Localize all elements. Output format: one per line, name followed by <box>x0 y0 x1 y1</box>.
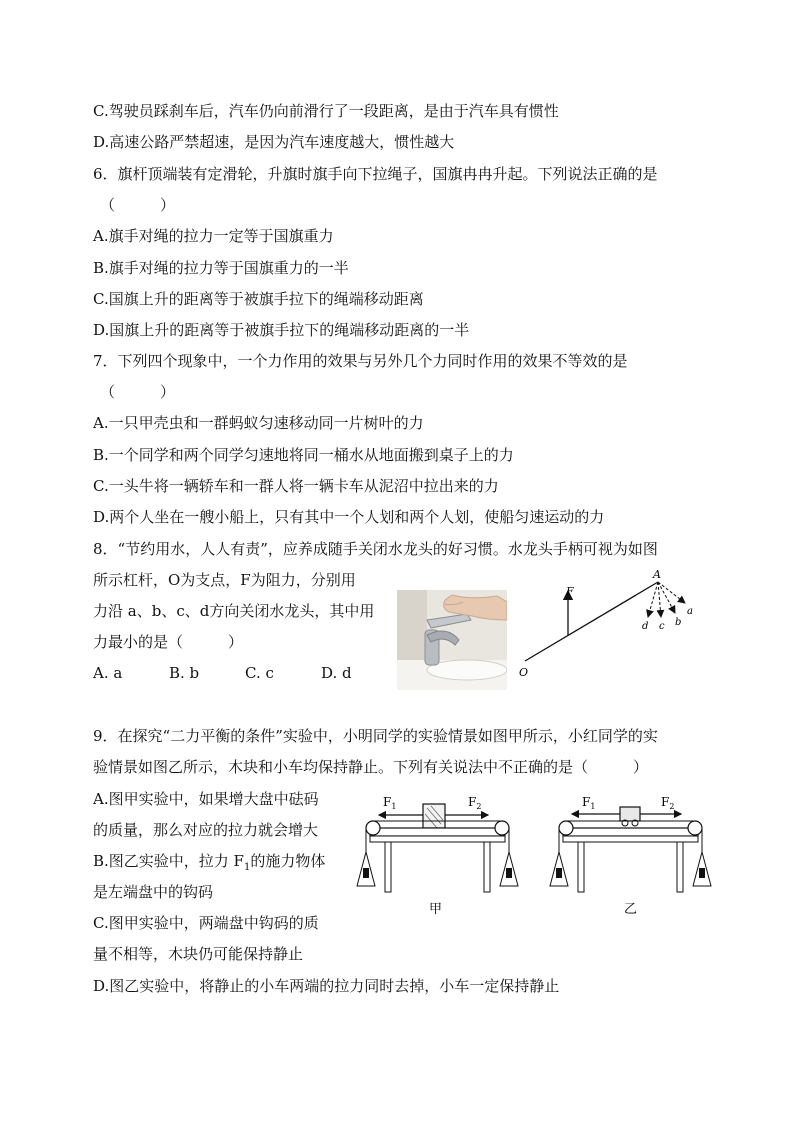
q5-option-d: D.高速公路严禁超速，是因为汽车速度越大，惯性越大 <box>93 133 455 151</box>
label-F: F <box>566 585 574 598</box>
q9-option-d: D.图乙实验中，将静止的小车两端的拉力同时去掉，小车一定保持静止 <box>93 977 560 995</box>
label-A: A <box>653 568 661 581</box>
q9-option-b-text2: 的施力物体 <box>250 852 326 870</box>
q8-stem-line1: 8．“节约用水，人人有责”，应养成随手关闭水龙头的好习惯。水龙头手柄可视为如图 <box>93 540 658 558</box>
label-c: c <box>659 621 665 632</box>
lever-bar <box>525 582 658 661</box>
q6-option-a: A.旗手对绳的拉力一定等于国旗重力 <box>93 227 334 245</box>
f2-label-yi: F <box>661 795 670 809</box>
q9-option-c-line1: C.图甲实验中，两端盘中钩码的质 <box>93 914 319 932</box>
q9-option-b-text: B.图乙实验中，拉力 F <box>93 852 244 870</box>
q9-option-b-line1 <box>93 850 325 879</box>
q9-option-b-line2: 是左端盘中的钩码 <box>93 883 214 901</box>
q6-option-d: D.国旗上升的距离等于被旗手拉下的绳端移动距离的一半 <box>93 321 470 339</box>
f1-label-yi: F <box>582 795 591 809</box>
f1-sub-yi: 1 <box>590 802 596 811</box>
label-d: d <box>642 621 649 632</box>
f2-sub: 2 <box>476 802 482 811</box>
q6-stem: 6．旗杆顶端装有定滑轮，升旗时旗手向下拉绳子，国旗冉冉升起。下列说法正确的是 <box>93 165 658 183</box>
q7-answer-paren: （ ） <box>100 383 176 401</box>
f2-sub-yi: 2 <box>669 802 675 811</box>
q8-stem-line4: 力最小的是（ ） <box>93 633 244 651</box>
left-pulley <box>366 821 380 835</box>
q7-option-b: B.一个同学和两个同学匀速地将同一桶水从地面搬到桌子上的力 <box>93 446 514 464</box>
q8-options <box>93 662 352 684</box>
q8-option-c: C. c <box>245 664 274 682</box>
q5-option-c: C.驾驶员踩刹车后，汽车仍向前滑行了一段距离，是由于汽车具有惯性 <box>93 102 559 120</box>
f2-label: F <box>468 795 477 809</box>
figure-yi <box>548 790 713 920</box>
left-pulley-yi <box>559 821 573 835</box>
label-b: b <box>675 617 682 628</box>
small-cart <box>620 807 640 821</box>
q8-option-a: A. a <box>93 664 123 682</box>
q8-option-b: B. b <box>169 664 200 682</box>
q7-option-a: A.一只甲壳虫和一群蚂蚁匀速移动同一片树叶的力 <box>93 414 424 432</box>
right-pulley-yi <box>688 821 702 835</box>
label-a: a <box>687 606 693 617</box>
table-top-yi <box>563 828 698 836</box>
q6-answer-paren: （ ） <box>100 196 176 214</box>
svg-text:F1 <box>383 795 396 811</box>
table-top <box>370 828 505 836</box>
q9-option-b-subscript: 1 <box>243 862 251 873</box>
svg-text:F2 <box>468 795 481 811</box>
q6-option-b: B.旗手对绳的拉力等于国旗重力的一半 <box>93 259 349 277</box>
q6-option-c: C.国旗上升的距离等于被旗手拉下的绳端移动距离 <box>93 290 424 308</box>
q9-option-a-line2: 的质量，那么对应的拉力就会增大 <box>93 821 319 839</box>
faucet-photo <box>397 590 507 690</box>
right-pulley <box>495 821 509 835</box>
q8-option-d: D. d <box>321 664 352 682</box>
figure-yi-label: 乙 <box>624 902 638 917</box>
lever-diagram <box>515 565 705 685</box>
q9-option-a-line1: A.图甲实验中，如果增大盘中砝码 <box>93 790 319 808</box>
q9-stem-line2: 验情景如图乙所示，木块和小车均保持静止。下列有关说法中不正确的是（ ） <box>93 758 649 776</box>
q7-stem: 7．下列四个现象中，一个力作用的效果与另外几个力同时作用的效果不等效的是 <box>93 352 628 370</box>
f1-sub: 1 <box>391 802 397 811</box>
figure-jia-label: 甲 <box>429 902 443 917</box>
svg-text:F1 <box>582 795 595 811</box>
label-O: O <box>519 666 529 679</box>
figure-jia <box>355 790 520 920</box>
direction-a-arrow <box>658 582 685 603</box>
svg-text:F2 <box>661 795 674 811</box>
q9-option-c-line2: 量不相等，木块仍可能保持静止 <box>93 945 304 963</box>
f1-label: F <box>383 795 392 809</box>
q7-option-c: C.一头牛将一辆轿车和一群人将一辆卡车从泥沼中拉出来的力 <box>93 477 499 495</box>
q8-stem-line3: 力沿 a、b、c、d方向关闭水龙头，其中用 <box>93 602 375 620</box>
q8-stem-line2: 所示杠杆，O为支点，F为阻力，分别用 <box>93 571 356 589</box>
q9-stem-line1: 9．在探究“二力平衡的条件”实验中，小明同学的实验情景如图甲所示，小红同学的实 <box>93 727 658 745</box>
q7-option-d: D.两个人坐在一艘小船上，只有其中一个人划和两个人划，使船匀速运动的力 <box>93 508 605 526</box>
